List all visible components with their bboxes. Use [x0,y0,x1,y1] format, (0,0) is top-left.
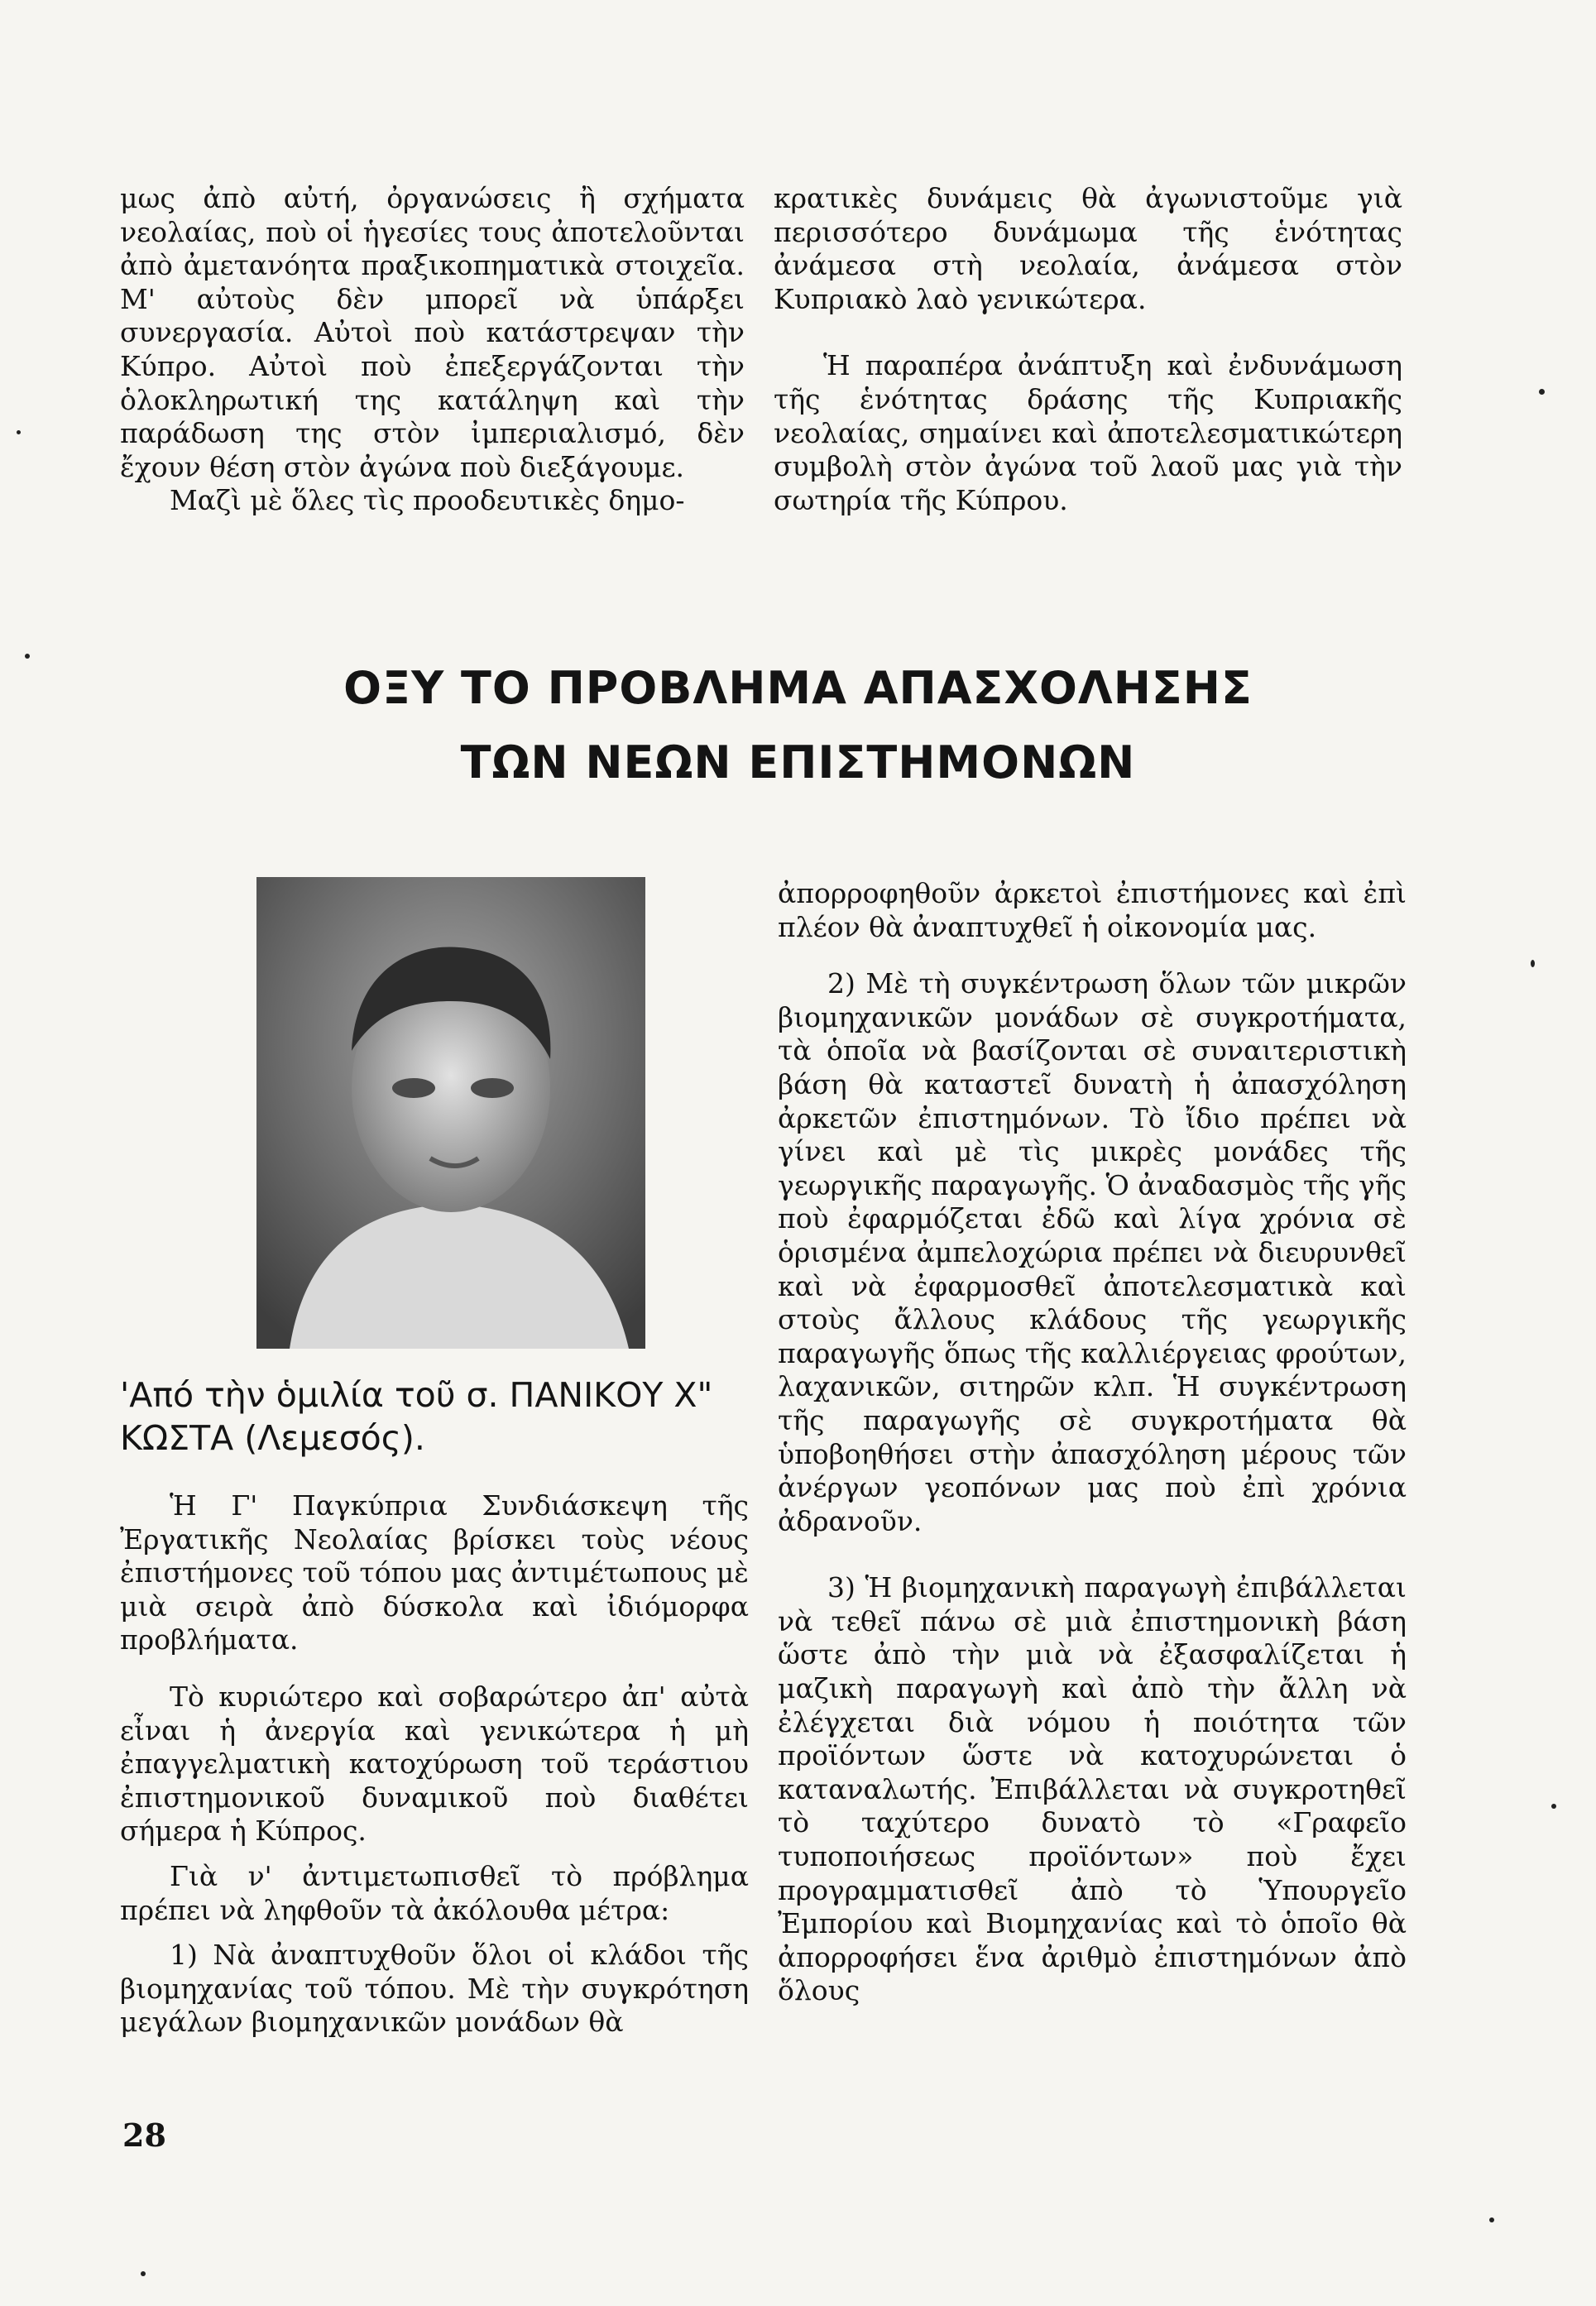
article-right-column [778,877,1407,2008]
top-right-column [774,182,1402,517]
scan-speck [1551,1804,1556,1809]
byline: 'Από τὴν ὁμιλία τοῦ σ. ΠΑΝΙΚΟΥ Χ" ΚΩΣΤΑ (Λεμεσός). [120,1375,713,1458]
scan-speck [1531,960,1535,967]
headline-line-2: ΤΩΝ ΝΕΩΝ ΕΠΙΣΤΗΜΟΝΩΝ [460,736,1136,789]
scan-speck [17,430,21,434]
article-paragraph: ἀπορροφηθοῦν ἀρκετοὶ ἐπιστήμονες καὶ ἐπὶ πλέον θὰ ἀναπτυχθεῖ ἡ οἰκονομία μας. [778,877,1407,943]
article-left-column [120,1489,749,2040]
scan-speck [25,654,30,659]
scan-speck [1489,2217,1494,2222]
top-right-paragraph: Ἡ παραπέρα ἀνάπτυξη καὶ ἐνδυνάμωση τῆς ἑνότητας δράσης τῆς Κυπριακῆς νεολαίας, σημαίνει καὶ ἀποτελεσματικώτερη συμβολὴ στὸν ἀγώνα τοῦ λαοῦ μας γιὰ τὴν σωτηρία τῆς Κύπρου. [774,349,1402,516]
top-left-column [120,182,745,518]
article-paragraph: Γιὰ ν' ἀντιμετωπισθεῖ τὸ πρόβλημα πρέπει νὰ ληφθοῦν τὰ ἀκόλουθα μέτρα: [120,1859,749,1926]
scan-speck [1539,389,1545,395]
article-paragraph: Τὸ κυριώτερο καὶ σοβαρώτερο ἀπ' αὐτὰ εἶναι ἡ ἀνεργία καὶ γενικώτερα ἡ μὴ ἐπαγγελματικὴ κατοχύρωση τοῦ τεράστιου ἐπιστημονικοῦ δυναμικοῦ ποὺ διαθέτει σήμερα ἡ Κύπρος. [120,1680,749,1848]
scan-speck [141,2271,146,2276]
article-paragraph: Ἡ Γ' Παγκύπρια Συνδιάσκεψη τῆς Ἐργατικῆς Νεολαίας βρίσκει τοὺς νέους ἐπιστήμονες τοῦ τόπου μας ἀντιμέτωπους μὲ μιὰ σειρὰ ἀπὸ δύσκολα καὶ ἰδιόμορφα προβλήματα. [120,1489,749,1656]
speaker-photo [256,877,645,1349]
top-left-paragraph: Μαζὶ μὲ ὅλες τὶς προοδευτικὲς δημο- [170,484,685,517]
article-paragraph: 3) Ἡ βιομηχανικὴ παραγωγὴ ἐπιβάλλεται νὰ τεθεῖ πάνω σὲ μιὰ ἐπιστημονικὴ βάση ὥστε ἀπὸ τὴν μιὰ νὰ ἐξασφαλίζεται ἡ μαζικὴ παραγωγὴ καὶ ἀπὸ τὴν ἄλλη νὰ ἐλέγχεται διὰ νόμου ἡ ποιότητα τῶν προϊόντων ὥστε νὰ κατοχυρώνεται ὁ καταναλωτής. Ἐπιβάλλεται νὰ συγκροτηθεῖ τὸ ταχύτερο δυνατὸ τὸ «Γραφεῖο τυποποιήσεως προϊόντων» ποὺ ἔχει προγραμματισθεῖ ἀπὸ τὸ Ὑπουργεῖο Ἐμπορίου καὶ Βιομηχανίας καὶ τὸ ὁποῖο θὰ ἀπορροφήσει ἕνα ἀριθμὸ ἐπιστημόνων ἀπὸ ὅλους [778,1571,1407,2007]
headline-line-1: ΟΞΥ ΤΟ ΠΡΟΒΛΗΜΑ ΑΠΑΣΧΟΛΗΣΗΣ [343,662,1253,714]
top-left-paragraph: μως ἀπὸ αὐτή, ὀργανώσεις ἢ σχήματα νεολαίας, ποὺ οἱ ἡγεσίες τους ἀποτελοῦνται ἀπὸ ἀμετανόητα πραξικοπηματικὰ στοιχεῖα. Μ' αὐτοὺς δὲν μπορεῖ νὰ ὑπάρξει συνεργασία. Αὐτοὶ ποὺ κατάστρεψαν τὴν Κύπρο. Αὐτοὶ ποὺ ἐπεξεργάζονται τὴν ὁλοκληρωτική της κατάληψη καὶ τὴν παράδωση της στὸν ἰμπεριαλισμό, δὲν ἔχουν θέση στὸν ἀγώνα ποὺ διεξάγουμε. [120,182,745,483]
top-right-paragraph: κρατικὲς δυνάμεις θὰ ἀγωνιστοῦμε γιὰ περισσότερο δυνάμωμα τῆς ἑνότητας ἀνάμεσα στὴ νεολαία, ἀνάμεσα στὸν Κυπριακὸ λαὸ γενικώτερα. [774,182,1402,315]
article-paragraph: 2) Μὲ τὴ συγκέντρωση ὅλων τῶν μικρῶν βιομηχανικῶν μονάδων σὲ συγκροτήματα, τὰ ὁποῖα νὰ βασίζονται σὲ συναιτεριστικὴ βάση θὰ καταστεῖ δυνατὴ ἡ ἀπασχόληση ἀρκετῶν ἐπιστημόνων. Τὸ ἴδιο πρέπει νὰ γίνει καὶ μὲ τὶς μικρὲς μονάδες τῆς γεωργικῆς παραγωγῆς. Ὁ ἀναδασμὸς τῆς γῆς ποὺ ἐφαρμόζεται ἐδῶ καὶ λίγα χρόνια σὲ ὁρισμένα ἀμπελοχώρια πρέπει νὰ διευρυνθεῖ καὶ νὰ ἐφαρμοσθεῖ ἀποτελεσματικὰ καὶ στοὺς ἄλλους κλάδους τῆς γεωργικῆς παραγωγῆς ὅπως τῆς καλλιέργειας φρούτων, λαχανικῶν, σιτηρῶν κλπ. Ἡ συγκέντρωση τῆς παραγωγῆς σὲ συγκροτήματα θὰ ὑποβοηθήσει στὴν ἀπασχόληση μέρους τῶν ἀνέργων γεοπόνων μας ποὺ ἐπὶ χρόνια ἀδρανοῦν. [778,967,1407,1537]
article-paragraph: 1) Νὰ ἀναπτυχθοῦν ὅλοι οἱ κλάδοι τῆς βιομηχανίας τοῦ τόπου. Μὲ τὴν συγκρότηση μεγάλων βιομηχανικῶν μονάδων θὰ [120,1939,749,2039]
page-number: 28 [122,2117,166,2154]
